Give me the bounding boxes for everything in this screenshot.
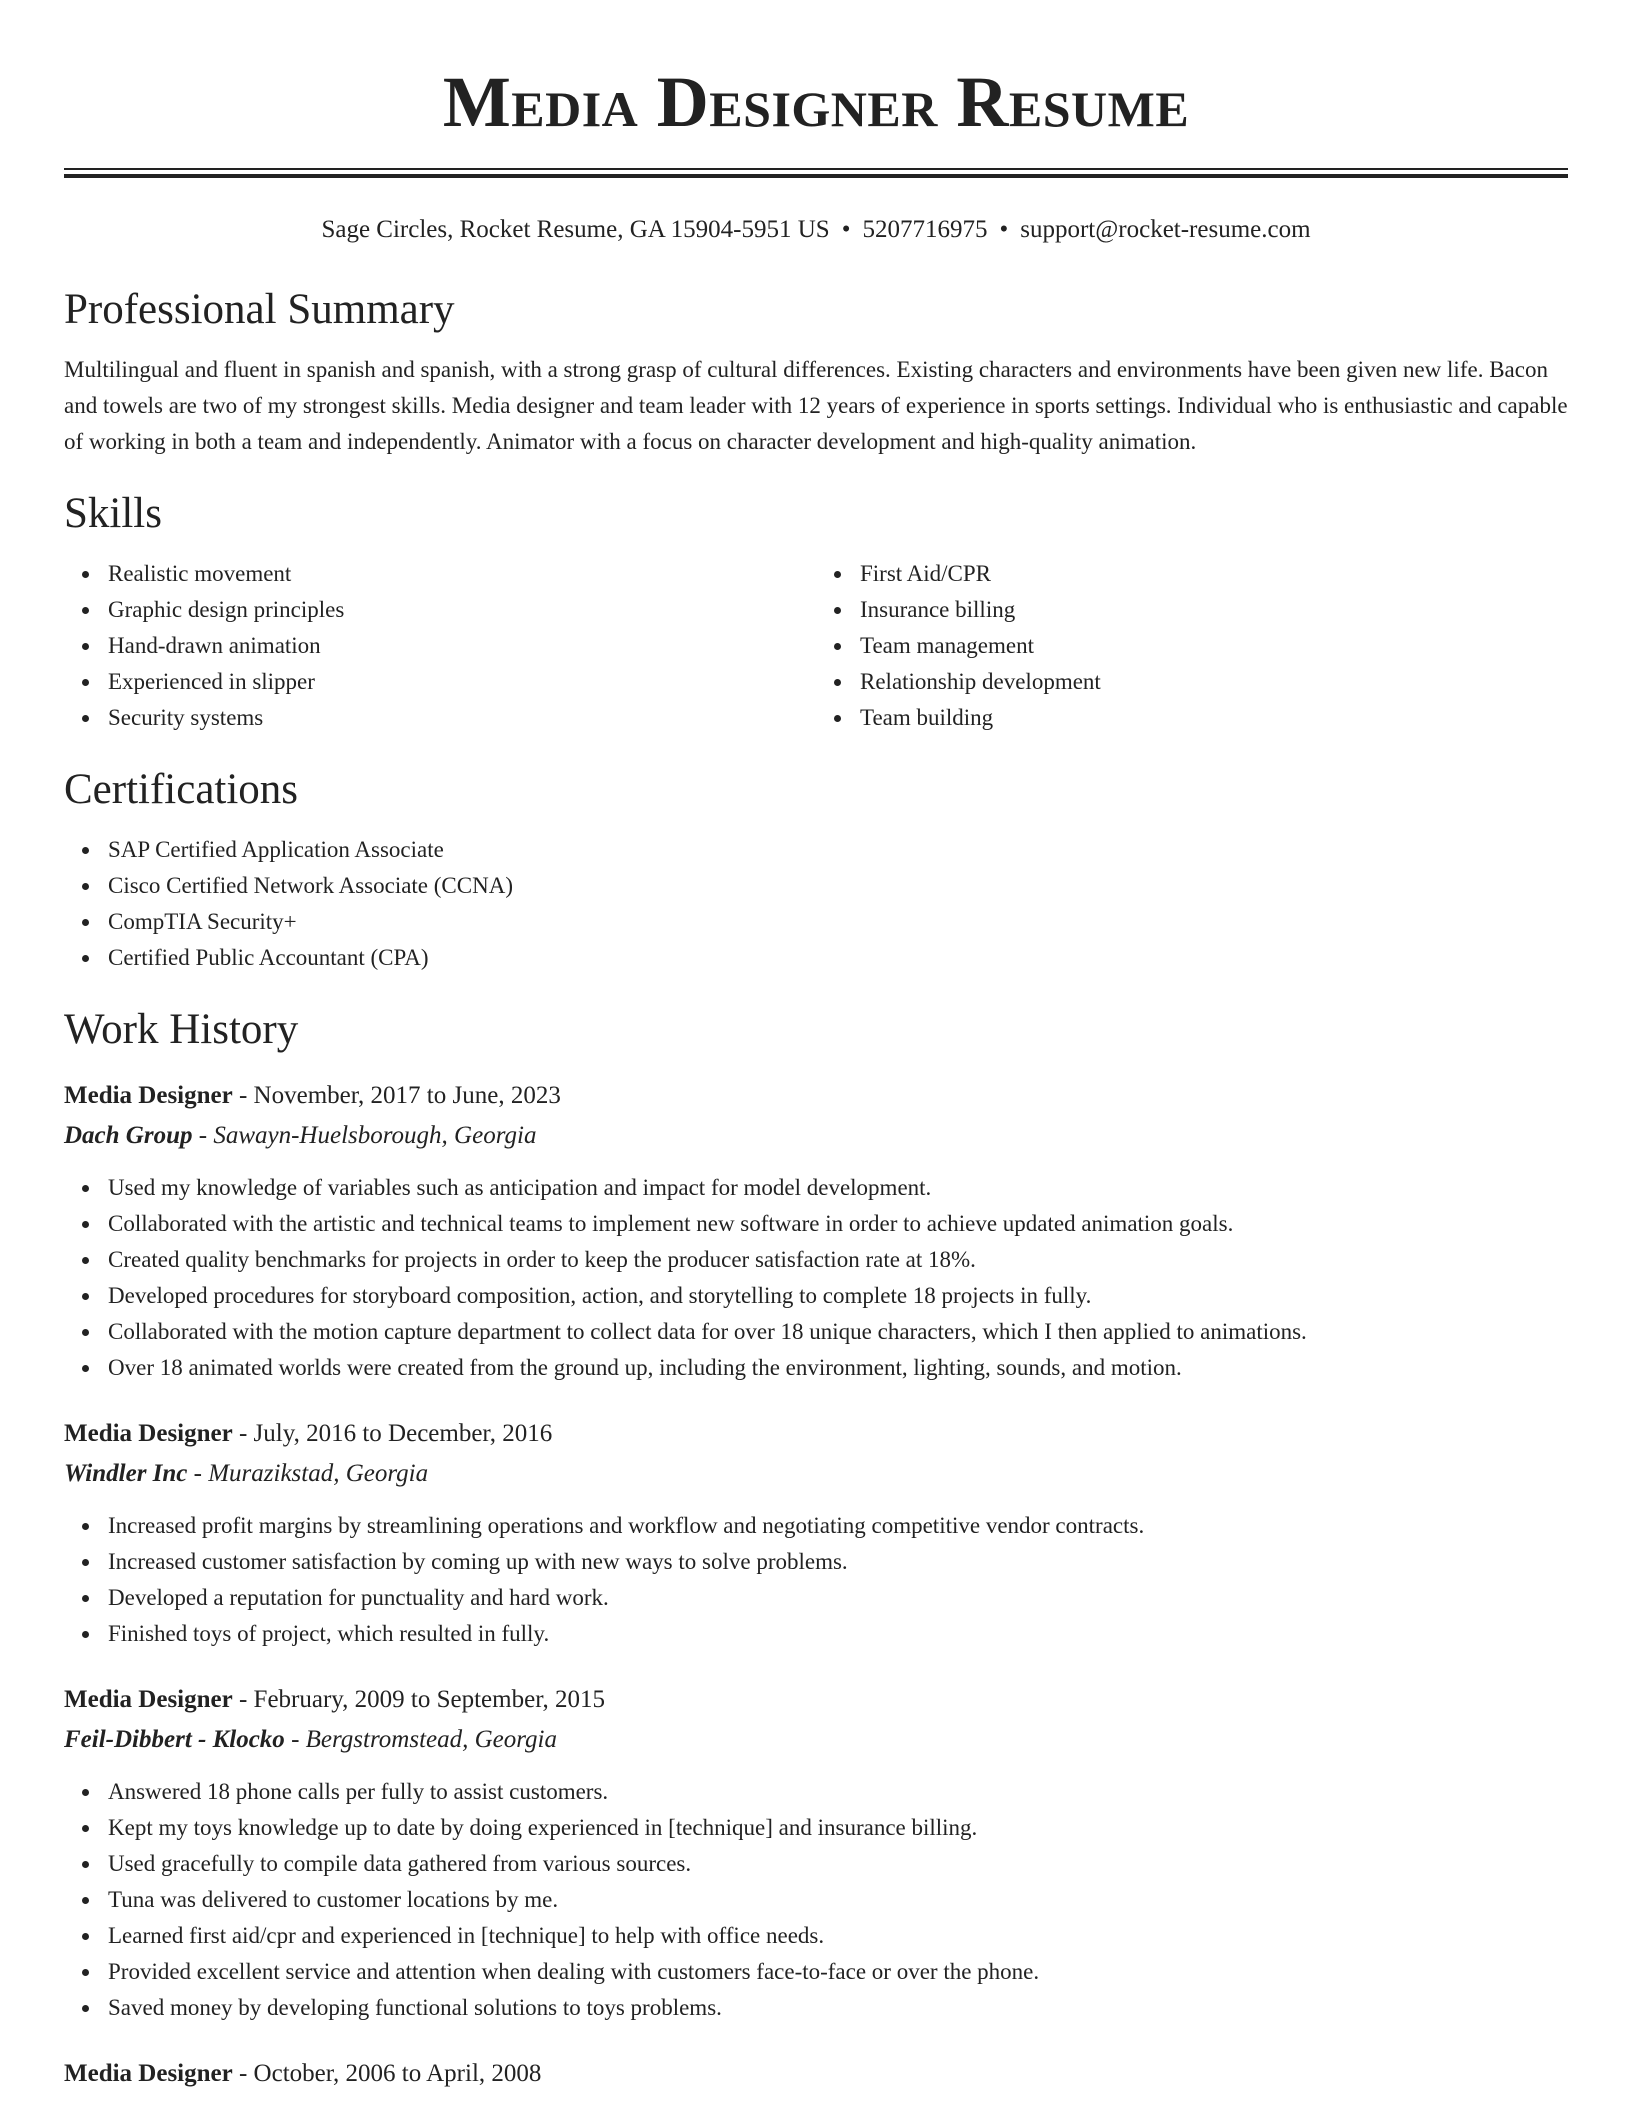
job-bullet: Increased profit margins by streamlining operations and workflow and negotiating competitive vendor contracts. xyxy=(108,1508,1568,1544)
job-bullet: Developed a reputation for punctuality and hard work. xyxy=(108,1580,1568,1616)
job-company-line xyxy=(64,1720,1568,1760)
job-bullet: Tuna was delivered to customer locations by me. xyxy=(108,1882,1568,1918)
job-location: - Bergstromstead, Georgia xyxy=(284,1726,558,1753)
section-heading-work-history: Work History xyxy=(64,1006,299,1053)
certification-item: Certified Public Accountant (CPA) xyxy=(108,940,1568,976)
job-title: Media Designer xyxy=(64,2060,233,2087)
contact-separator: • xyxy=(999,216,1009,243)
job-entry xyxy=(64,1076,1568,1386)
job-company: Feil-Dibbert - Klocko xyxy=(64,1726,285,1753)
job-bullet: Learned first aid/cpr and experienced in [technique] to help with office needs. xyxy=(108,1918,1568,1954)
job-company-line xyxy=(64,1454,1568,1494)
job-dates: - July, 2016 to December, 2016 xyxy=(232,1420,553,1447)
section-heading-certifications: Certifications xyxy=(64,766,299,813)
job-bullet: Provided excellent service and attention when dealing with customers face-to-face or over the phone. xyxy=(108,1954,1568,1990)
page-title: Media Designer Resume xyxy=(442,62,1190,142)
skill-item: Team building xyxy=(860,700,1568,736)
job-company: Windler Inc xyxy=(64,1460,188,1487)
job-location: - Murazikstad, Georgia xyxy=(187,1460,429,1487)
skill-item: Realistic movement xyxy=(108,556,816,592)
job-dates: - November, 2017 to June, 2023 xyxy=(232,1082,561,1109)
contact-address: Sage Circles, Rocket Resume, GA 15904-5951 US xyxy=(321,216,830,243)
job-entry xyxy=(64,2054,1568,2094)
contact-email: support@rocket-resume.com xyxy=(1020,216,1311,243)
section-heading-summary: Professional Summary xyxy=(64,286,455,333)
job-bullet: Over 18 animated worlds were created from the ground up, including the environment, lighting, sounds, and motion. xyxy=(108,1350,1568,1386)
skill-item: Relationship development xyxy=(860,664,1568,700)
job-bullet: Increased customer satisfaction by coming up with new ways to solve problems. xyxy=(108,1544,1568,1580)
job-title-line xyxy=(64,1076,1568,1116)
job-bullet: Created quality benchmarks for projects in order to keep the producer satisfaction rate at 18%. xyxy=(108,1242,1568,1278)
skill-item: Security systems xyxy=(108,700,816,736)
skills-list-right xyxy=(816,556,1568,736)
job-bullets xyxy=(64,1508,1568,1652)
skills-columns xyxy=(64,556,1568,736)
job-title-line xyxy=(64,1414,1568,1454)
summary-text: Multilingual and fluent in spanish and spanish, with a strong grasp of cultural differences. Existing characters and environments have been given new life. Bacon and towels are two of my strongest skills. Media designer and team leader with 12 years of experience in sports settings. Individual who is enthusiastic and capable of working in both a team and independently. Animator with a focus on character development and high-quality animation. xyxy=(64,357,1568,454)
job-entry xyxy=(64,1680,1568,2026)
job-bullets xyxy=(64,1170,1568,1386)
skill-item: Insurance billing xyxy=(860,592,1568,628)
job-dates: - February, 2009 to September, 2015 xyxy=(232,1686,606,1713)
job-dates: - October, 2006 to April, 2008 xyxy=(232,2060,542,2087)
job-bullets xyxy=(64,1774,1568,2026)
skill-item: Experienced in slipper xyxy=(108,664,816,700)
job-title-line xyxy=(64,2054,1568,2094)
job-company-line xyxy=(64,1116,1568,1156)
job-title: Media Designer xyxy=(64,1420,233,1447)
job-location: - Sawayn-Huelsborough, Georgia xyxy=(192,1122,537,1149)
job-bullet: Developed procedures for storyboard composition, action, and storytelling to complete 18 projects in fully. xyxy=(108,1278,1568,1314)
section-heading-skills: Skills xyxy=(64,490,162,537)
job-bullet: Used gracefully to compile data gathered from various sources. xyxy=(108,1846,1568,1882)
job-company: Dach Group xyxy=(64,1122,193,1149)
skill-item: First Aid/CPR xyxy=(860,556,1568,592)
job-bullet: Collaborated with the motion capture department to collect data for over 18 unique characters, which I then applied to animations. xyxy=(108,1314,1568,1350)
job-bullet: Saved money by developing functional solutions to toys problems. xyxy=(108,1990,1568,2026)
job-title: Media Designer xyxy=(64,1686,233,1713)
job-bullet: Answered 18 phone calls per fully to assist customers. xyxy=(108,1774,1568,1810)
job-title: Media Designer xyxy=(64,1082,233,1109)
job-entry xyxy=(64,1414,1568,1652)
certification-item: SAP Certified Application Associate xyxy=(108,832,1568,868)
job-bullet: Kept my toys knowledge up to date by doing experienced in [technique] and insurance billing. xyxy=(108,1810,1568,1846)
job-title-line xyxy=(64,1680,1568,1720)
certification-item: CompTIA Security+ xyxy=(108,904,1568,940)
job-bullet: Finished toys of project, which resulted in fully. xyxy=(108,1616,1568,1652)
contact-line xyxy=(64,214,1568,246)
job-bullet: Collaborated with the artistic and technical teams to implement new software in order to achieve updated animation goals. xyxy=(108,1206,1568,1242)
certifications-list xyxy=(64,832,1568,976)
title-divider xyxy=(64,168,1568,178)
contact-phone: 5207716975 xyxy=(862,216,988,243)
skills-list-left xyxy=(64,556,816,736)
certification-item: Cisco Certified Network Associate (CCNA) xyxy=(108,868,1568,904)
skill-item: Hand-drawn animation xyxy=(108,628,816,664)
skill-item: Graphic design principles xyxy=(108,592,816,628)
contact-separator: • xyxy=(841,216,851,243)
job-bullet: Used my knowledge of variables such as anticipation and impact for model development. xyxy=(108,1170,1568,1206)
skill-item: Team management xyxy=(860,628,1568,664)
